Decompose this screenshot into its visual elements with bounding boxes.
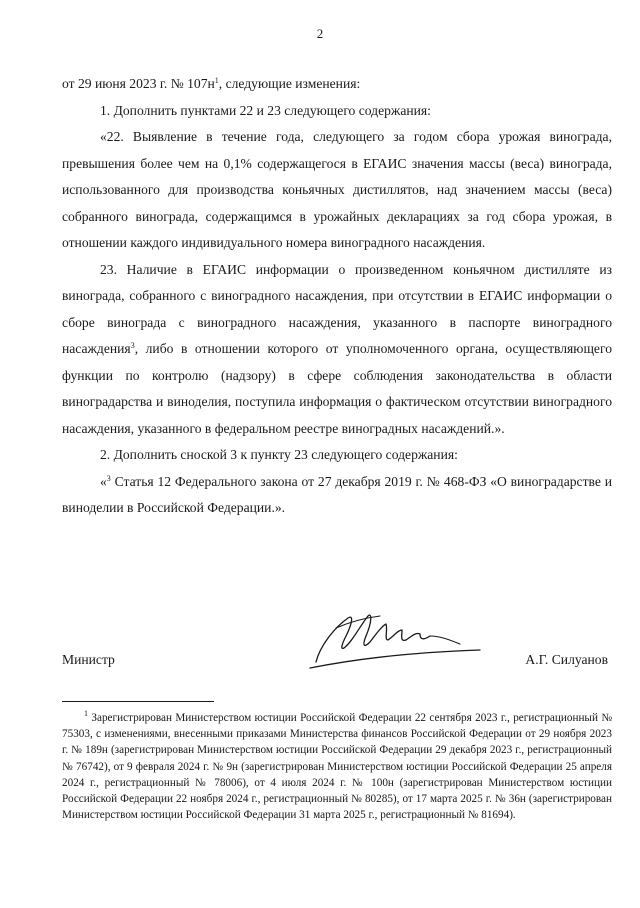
paragraph-clause-23-text: 23. Наличие в ЕГАИС информации о произведенном коньячном дистилляте из винограда, собранного с виноградного насаждения, при отсутствии в ЕГАИС информации о сборе винограда с виноградного насаждения, указанного в паспорте виноградного насаждения [62, 261, 612, 356]
footnote-1-text: Зарегистрирован Министерством юстиции Российской Федерации 22 сентября 2023 г., регистрационный № 75303, с изменениями, внесенными приказами Министерства финансов Российской Федерации от 29 ноября 2023 г. № 189н (зарегистрирован Министерством юстиции Российской Федерации 29 декабря 2023 г., регистрационный № 76742), от 9 февраля 2024 г. № 9н (зарегистрирован Министерством юстиции Российской Федерации 25 апреля 2024 г., регистрационный № 78006), от 4 июля 2024 г. № 100н (зарегистрирован Министерством юстиции Российской Федерации 22 ноября 2024 г., регистрационный № 80285), от 17 марта 2025 г. № 36н (зарегистрирован Министерством юстиции Российской Федерации 31 марта 2025 г., регистрационный № 81694). [62, 712, 612, 822]
footnote-3-marker: 3 [106, 473, 111, 483]
paragraph-footnote-3 [62, 469, 612, 522]
signatory-name: А.Г. Силуанов [525, 652, 608, 667]
paragraph-footnote-3-text: Статья 12 Федерального закона от 27 декабря 2019 г. № 468-ФЗ «О виноградарстве и виноделии в Российской Федерации.». [62, 473, 612, 515]
page-number: 2 [316, 26, 324, 41]
paragraph-intro-text: от 29 июня 2023 г. № 107н [62, 76, 215, 91]
paragraph-clause-23-tail: , либо в отношении которого от уполномоченного органа, осуществляющего функции по контролю (надзору) в сфере соблюдения законодательства в области виноградарства и виноделия, поступила информация о фактическом отсутствии виноградного насаждения, указанного в федеральном реестре виноградных насаждений.». [62, 341, 612, 436]
paragraph-clause-22: «22. Выявление в течение года, следующего за годом сбора урожая винограда, превышения более чем на 0,1% содержащегося в ЕГАИС значения массы (веса) винограда, использованного для производства коньячных дистиллятов, над значением массы (веса) собранного винограда, содержащимся в урожайных декларациях за год сбора урожая, в отношении каждого индивидуального номера виноградного насаждения. [62, 129, 612, 250]
signature-block [62, 606, 612, 686]
footnote-divider [62, 701, 214, 702]
signatory-role: Министр [62, 652, 115, 667]
document-body [62, 71, 612, 522]
paragraph-item-1: 1. Дополнить пунктами 22 и 23 следующего содержания: [100, 102, 431, 118]
footnote-ref-3: 3 [130, 341, 135, 350]
paragraph-clause-23 [62, 257, 612, 443]
paragraph-intro-tail: , следующие изменения: [218, 76, 361, 91]
handwritten-signature [290, 606, 490, 676]
footnote-1-marker: 1 [84, 709, 88, 718]
paragraph-intro [62, 71, 612, 98]
footnote-ref-1: 1 [214, 76, 219, 85]
paragraph-item-2: 2. Дополнить сноской 3 к пункту 23 следующего содержания: [100, 447, 458, 462]
paragraph-footnote-3-open: « [100, 473, 107, 489]
footnote-1 [62, 710, 612, 823]
